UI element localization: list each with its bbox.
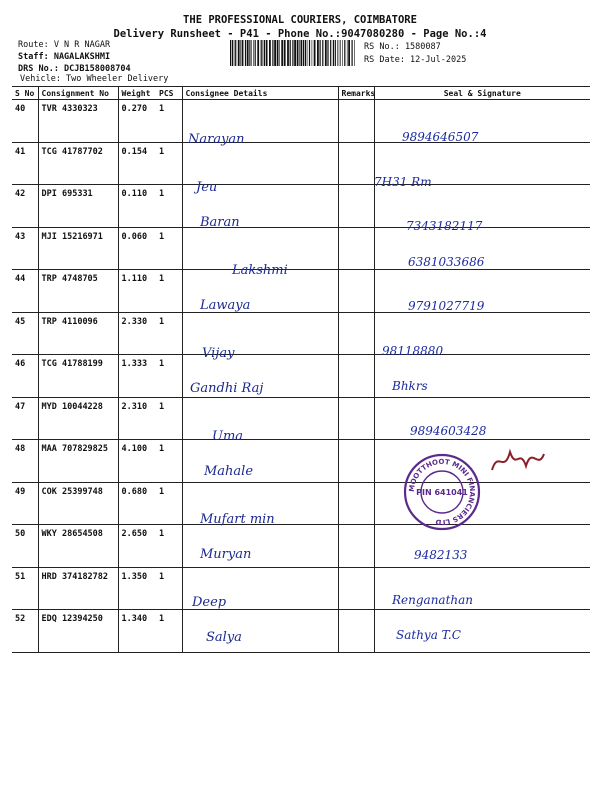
barcode-bar (317, 40, 319, 66)
barcode-bar (312, 40, 313, 66)
table-row (12, 100, 590, 143)
row-sno: 48 (12, 440, 38, 483)
table-row (12, 185, 590, 228)
barcode-bar (290, 40, 291, 66)
signature-handwriting: 9894603428 (410, 423, 487, 438)
consignee-handwriting: Muryan (200, 547, 252, 562)
row-remarks (338, 270, 374, 313)
barcode-bar (240, 40, 241, 66)
barcode-bar (307, 40, 308, 66)
row-pcs: 1 (156, 227, 182, 270)
barcode-bar (281, 40, 283, 66)
rs-date: RS Date: 12-Jul-2025 (364, 55, 467, 65)
table-row (12, 482, 590, 525)
table-row (12, 312, 590, 355)
barcode-bar (305, 40, 306, 66)
row-pcs: 1 (156, 567, 182, 610)
row-sno: 42 (12, 185, 38, 228)
barcode-bar (340, 40, 341, 66)
barcode-bar (263, 40, 264, 66)
barcode-bar (249, 40, 250, 66)
barcode-bar (292, 40, 293, 66)
signature-scribble (488, 440, 548, 480)
barcode-bar (299, 40, 300, 66)
consignee-handwriting: Baran (200, 215, 240, 230)
row-weight: 1.340 (118, 610, 156, 653)
row-sno: 41 (12, 142, 38, 185)
row-consignment: TVR 4330323 (38, 100, 118, 143)
barcode-bar (279, 40, 280, 66)
runsheet-subtitle: Delivery Runsheet - P41 - Phone No.:9047080280 - Page No.:4 (113, 28, 487, 40)
consignee-handwriting: Gandhi Raj (190, 381, 264, 396)
barcode-bar (354, 40, 355, 66)
signature-handwriting: 98118880 (382, 343, 444, 358)
row-weight: 1.110 (118, 270, 156, 313)
row-consignment: EDQ 12394250 (38, 610, 118, 653)
row-pcs: 1 (156, 482, 182, 525)
barcode-bar (352, 40, 353, 66)
row-sno: 47 (12, 397, 38, 440)
row-weight: 0.060 (118, 227, 156, 270)
table-row (12, 397, 590, 440)
signature-handwriting: 9894646507 (402, 130, 479, 144)
barcode-bar (287, 40, 289, 66)
barcode-bar (330, 40, 331, 66)
signature-handwriting: 7H31 Rm (374, 174, 432, 189)
barcode-bar (339, 40, 340, 66)
row-sno: 49 (12, 482, 38, 525)
barcode-bar (264, 40, 265, 66)
col-weight: Weight (118, 87, 156, 100)
stamp-pin: PIN 641041 (416, 488, 468, 497)
consignee-handwriting: Narayan (188, 132, 245, 147)
row-sno: 46 (12, 355, 38, 398)
row-remarks (338, 525, 374, 568)
barcode-bar (335, 40, 336, 66)
row-weight: 1.350 (118, 567, 156, 610)
stamp-text: MOOTTHOOT MINI FINANCIERS LTD (407, 457, 477, 527)
barcode-bar (230, 40, 231, 66)
row-remarks (338, 227, 374, 270)
signature-handwriting: Sathya T.C (396, 628, 461, 642)
row-pcs: 1 (156, 185, 182, 228)
row-weight: 0.270 (118, 100, 156, 143)
barcode-bar (253, 40, 254, 66)
row-weight: 4.100 (118, 440, 156, 483)
col-consignment: Consignment No (38, 87, 118, 100)
row-consignment: TRP 4110096 (38, 312, 118, 355)
barcode-bar (274, 40, 276, 66)
row-weight: 2.310 (118, 397, 156, 440)
row-consignment: COK 25399748 (38, 482, 118, 525)
col-remarks: Remarks (338, 87, 374, 100)
row-weight: 1.333 (118, 355, 156, 398)
row-pcs: 1 (156, 270, 182, 313)
row-consignment: DPI 695331 (38, 185, 118, 228)
row-consignment: HRD 374182782 (38, 567, 118, 610)
barcode-bar (314, 40, 316, 66)
barcode-bar (245, 40, 246, 66)
row-consignment: TCG 41788199 (38, 355, 118, 398)
row-remarks (338, 312, 374, 355)
row-pcs: 1 (156, 312, 182, 355)
rs-number: RS No.: 1580087 (364, 42, 441, 52)
barcode-bar (232, 40, 233, 66)
consignee-handwriting: Uma (212, 428, 244, 444)
signature-handwriting: 6381033686 (408, 254, 485, 269)
drs-label: DRS No.: DCJB158008704 (18, 64, 131, 74)
barcode-bar (266, 40, 268, 66)
row-remarks (338, 100, 374, 143)
barcode-image (230, 40, 358, 66)
table-row (12, 610, 590, 653)
row-sno: 51 (12, 567, 38, 610)
row-weight: 0.110 (118, 185, 156, 228)
row-weight: 2.650 (118, 525, 156, 568)
barcode-bar (257, 40, 259, 66)
row-pcs: 1 (156, 142, 182, 185)
row-consignment: MJI 15216971 (38, 227, 118, 270)
signature-handwriting: Bhkrs (392, 379, 428, 393)
row-sno: 44 (12, 270, 38, 313)
row-weight: 0.154 (118, 142, 156, 185)
row-consignee (182, 142, 338, 185)
barcode-bar (301, 40, 303, 66)
barcode-bar (272, 40, 273, 66)
consignee-handwriting: Deep (192, 594, 227, 610)
row-consignment: MYD 10044228 (38, 397, 118, 440)
signature-handwriting: 7343182117 (406, 219, 483, 233)
col-sno: S No (12, 87, 38, 100)
barcode-bar (235, 40, 236, 66)
consignee-handwriting: Jeu (196, 179, 218, 195)
row-pcs: 1 (156, 440, 182, 483)
barcode-bar (277, 40, 279, 66)
row-consignment: TRP 4748705 (38, 270, 118, 313)
barcode-bar (294, 40, 296, 66)
consignee-handwriting: Vijay (202, 345, 235, 361)
consignee-handwriting: Lawaya (200, 298, 251, 313)
row-consignment: MAA 707829825 (38, 440, 118, 483)
row-remarks (338, 440, 374, 483)
row-weight: 2.330 (118, 312, 156, 355)
row-remarks (338, 397, 374, 440)
barcode-bar (297, 40, 299, 66)
company-stamp (402, 452, 482, 532)
table-row (12, 142, 590, 185)
barcode-bar (247, 40, 249, 66)
barcode-bar (269, 40, 271, 66)
barcode-bar (320, 40, 321, 66)
row-pcs: 1 (156, 610, 182, 653)
table-row (12, 355, 590, 398)
row-pcs: 1 (156, 355, 182, 398)
table-row (12, 270, 590, 313)
barcode-bar (284, 40, 286, 66)
row-consignment: TCG 41787702 (38, 142, 118, 185)
barcode-bar (348, 40, 350, 66)
row-weight: 0.680 (118, 482, 156, 525)
table-header-row (12, 87, 590, 100)
barcode-bar (255, 40, 256, 66)
table-row (12, 227, 590, 270)
signature-handwriting: 9482133 (414, 548, 468, 562)
barcode-bar (347, 40, 348, 66)
barcode-bar (337, 40, 338, 66)
col-pcs: PCS (156, 87, 182, 100)
vehicle-label: Vehicle: Two Wheeler Delivery (20, 74, 169, 84)
consignee-handwriting: Mufart min (200, 511, 275, 527)
row-remarks (338, 142, 374, 185)
barcode-bar (251, 40, 252, 66)
barcode-bar (327, 40, 328, 66)
table-row (12, 525, 590, 568)
table-row (12, 567, 590, 610)
barcode-bar (325, 40, 327, 66)
barcode-bar (242, 40, 244, 66)
row-sno: 52 (12, 610, 38, 653)
consignee-handwriting: Salya (206, 630, 242, 645)
company-title: THE PROFESSIONAL COURIERS, COIMBATORE (183, 14, 417, 26)
row-consignee (182, 397, 338, 440)
route-label: Route: V N R NAGAR (18, 40, 111, 50)
row-remarks (338, 185, 374, 228)
row-pcs: 1 (156, 397, 182, 440)
signature-handwriting: 9791027719 (408, 299, 485, 313)
consignee-handwriting: Mahale (204, 464, 254, 479)
row-remarks (338, 610, 374, 653)
barcode-bar (344, 40, 345, 66)
barcode-bar (342, 40, 343, 66)
staff-label: Staff: NAGALAKSHMI (18, 52, 111, 62)
row-consignment: WKY 28654508 (38, 525, 118, 568)
row-remarks (338, 482, 374, 525)
barcode-bar (309, 40, 310, 66)
row-pcs: 1 (156, 525, 182, 568)
barcode-bar (322, 40, 323, 66)
row-remarks (338, 567, 374, 610)
barcode-bar (234, 40, 235, 66)
barcode-bar (303, 40, 304, 66)
row-pcs: 1 (156, 100, 182, 143)
row-sno: 40 (12, 100, 38, 143)
consignee-handwriting: Lakshmi (232, 262, 288, 278)
row-sno: 43 (12, 227, 38, 270)
barcode-bar (333, 40, 334, 66)
barcode-bar (261, 40, 262, 66)
col-consignee: Consignee Details (182, 87, 338, 100)
runsheet-table (12, 86, 590, 653)
col-seal: Seal & Signature (374, 87, 590, 100)
row-sno: 45 (12, 312, 38, 355)
barcode-bar (238, 40, 240, 66)
row-sno: 50 (12, 525, 38, 568)
signature-handwriting: Renganathan (392, 592, 474, 607)
row-remarks (338, 355, 374, 398)
